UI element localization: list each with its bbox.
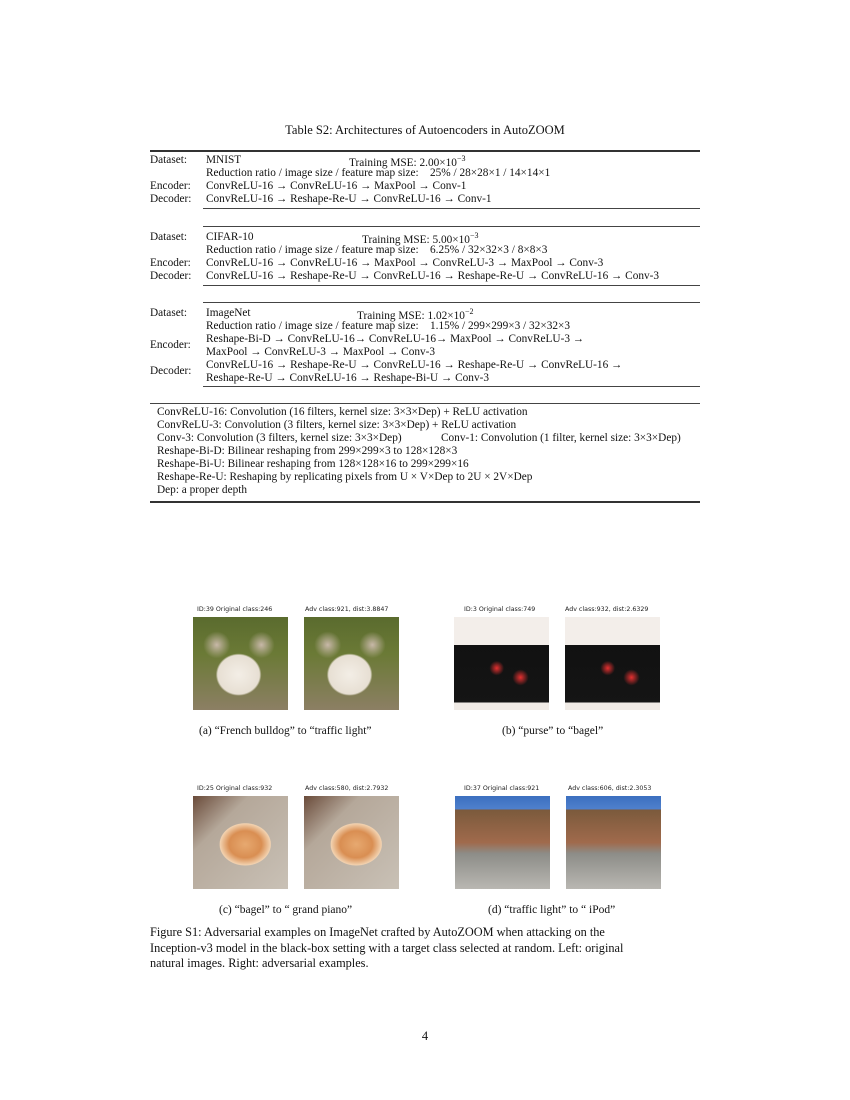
section-rule <box>203 386 700 387</box>
bulldog-original-image <box>193 617 288 710</box>
dataset-name: CIFAR-10 <box>206 231 254 243</box>
reduction-row: Reduction ratio / image size / feature map size: 25% / 28×28×1 / 14×14×1 <box>206 167 551 179</box>
purse-adversarial-image <box>565 617 660 710</box>
figure-caption: Figure S1: Adversarial examples on ImageNet crafted by AutoZOOM when attacking on the Inception-v3 model in the black-box setting with a target class selected at random. Left: original natural images. Right: adversarial examples. <box>150 925 624 970</box>
bagel-original-image <box>193 796 288 889</box>
bulldog-adversarial-image <box>304 617 399 710</box>
dataset-name: ImageNet <box>206 307 251 319</box>
decoder-label: Decoder: <box>150 193 192 205</box>
decoder-arch: ConvReLU-16 → Reshape-Re-U → ConvReLU-16 → Reshape-Re-U → ConvReLU-16 → Conv-3 <box>206 270 660 282</box>
decoder-arch-line2: Reshape-Re-U → ConvReLU-16 → Reshape-Bi-U → Conv-3 <box>206 372 490 384</box>
encoder-arch-line1: Reshape-Bi-D → ConvReLU-16→ ConvReLU-16→ MaxPool → ConvReLU-3 → <box>206 333 585 345</box>
adv-image-label: Adv class:606, dist:2.3053 <box>568 785 652 792</box>
definition: Reshape-Bi-D: Bilinear reshaping from 299×299×3 to 128×128×3 <box>157 445 458 457</box>
encoder-arch-line2: MaxPool → ConvReLU-3 → MaxPool → Conv-3 <box>206 346 436 358</box>
dataset-label: Dataset: <box>150 154 188 166</box>
encoder-label: Encoder: <box>150 180 191 192</box>
dataset-name: MNIST <box>206 154 242 166</box>
section-rule <box>203 302 700 303</box>
definition: Conv-3: Convolution (3 filters, kernel size: 3×3×Dep) <box>157 432 402 444</box>
definition: ConvReLU-16: Convolution (16 filters, kernel size: 3×3×Dep) + ReLU activation <box>157 406 528 418</box>
definitions-top-rule <box>150 403 700 404</box>
definition: Reshape-Re-U: Reshaping by replicating pixels from U × V×Dep to 2U × 2V×Dep <box>157 471 533 483</box>
definition: Dep: a proper depth <box>157 484 248 496</box>
traffic-light-adversarial-image <box>566 796 661 889</box>
page-number: 4 <box>421 1029 429 1043</box>
orig-image-label: ID:3 Original class:749 <box>464 606 536 613</box>
reduction-row: Reduction ratio / image size / feature map size: 1.15% / 299×299×3 / 32×32×3 <box>206 320 571 332</box>
traffic-light-original-image <box>455 796 550 889</box>
dataset-label: Dataset: <box>150 307 188 319</box>
training-mse: Training MSE: $1.02\times 10^{-2}$ <box>357 307 474 322</box>
table-bottom-rule <box>150 501 700 503</box>
decoder-label: Decoder: <box>150 365 192 377</box>
section-rule <box>203 226 700 227</box>
decoder-label: Decoder: <box>150 270 192 282</box>
orig-image-label: ID:37 Original class:921 <box>464 785 540 792</box>
decoder-arch-line1: ConvReLU-16 → Reshape-Re-U → ConvReLU-16 → Reshape-Re-U → ConvReLU-16 → <box>206 359 623 371</box>
encoder-arch: ConvReLU-16 → ConvReLU-16 → MaxPool → ConvReLU-3 → MaxPool → Conv-3 <box>206 257 604 269</box>
section-rule <box>203 285 700 286</box>
training-mse: Training MSE: $5.00\times 10^{-3}$ <box>362 231 479 246</box>
training-mse: Training MSE: $2.00\times 10^{-3}$ <box>349 154 466 169</box>
reduction-row: Reduction ratio / image size / feature map size: 6.25% / 32×32×3 / 8×8×3 <box>206 244 548 256</box>
dataset-label: Dataset: <box>150 231 188 243</box>
orig-image-label: ID:25 Original class:932 <box>197 785 273 792</box>
encoder-arch: ConvReLU-16 → ConvReLU-16 → MaxPool → Conv-1 <box>206 180 467 192</box>
section-rule <box>203 208 700 209</box>
adv-image-label: Adv class:921, dist:3.8847 <box>305 606 389 613</box>
subcaption-b: (b) “purse” to “bagel” <box>502 725 604 737</box>
adv-image-label: Adv class:580, dist:2.7932 <box>305 785 389 792</box>
encoder-label: Encoder: <box>150 339 191 351</box>
definition: Reshape-Bi-U: Bilinear reshaping from 128×128×16 to 299×299×16 <box>157 458 469 470</box>
subcaption-a: (a) “French bulldog” to “traffic light” <box>199 725 372 737</box>
orig-image-label: ID:39 Original class:246 <box>197 606 273 613</box>
decoder-arch: ConvReLU-16 → Reshape-Re-U → ConvReLU-16 → Conv-1 <box>206 193 492 205</box>
definition: Conv-1: Convolution (1 filter, kernel size: 3×3×Dep) <box>441 432 681 444</box>
adv-image-label: Adv class:932, dist:2.6329 <box>565 606 649 613</box>
purse-original-image <box>454 617 549 710</box>
subcaption-c: (c) “bagel” to “ grand piano” <box>219 904 353 916</box>
subcaption-d: (d) “traffic light” to “ iPod” <box>488 904 616 916</box>
encoder-label: Encoder: <box>150 257 191 269</box>
table-title: Table S2: Architectures of Autoencoders in AutoZOOM <box>285 123 565 137</box>
definition: ConvReLU-3: Convolution (3 filters, kernel size: 3×3×Dep) + ReLU activation <box>157 419 517 431</box>
bagel-adversarial-image <box>304 796 399 889</box>
